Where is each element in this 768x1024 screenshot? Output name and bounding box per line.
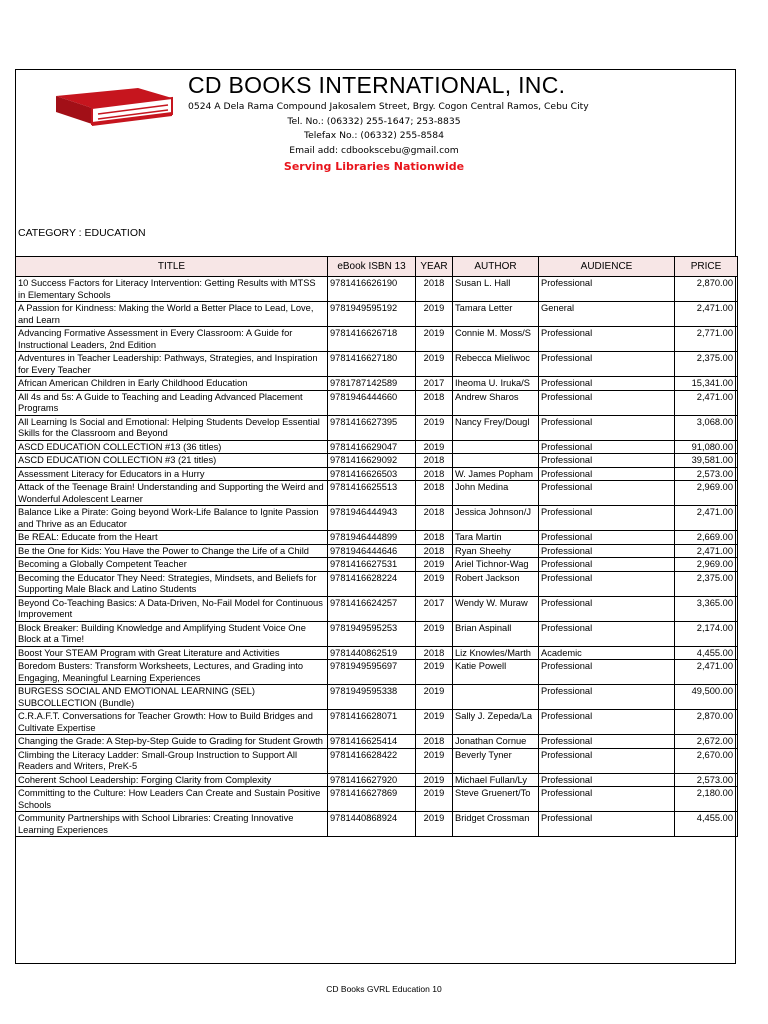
cell-price: 2,471.00 <box>675 544 738 558</box>
cell-title: Attack of the Teenage Brain! Understanding and Supporting the Weird and Wonderful Adolescent Learner <box>16 481 328 506</box>
cell-price: 2,969.00 <box>675 481 738 506</box>
cell-author: Jonathan Cornue <box>453 735 539 749</box>
cell-price: 2,471.00 <box>675 302 738 327</box>
cell-author: Sally J. Zepeda/La <box>453 710 539 735</box>
cell-title: Community Partnerships with School Libraries: Creating Innovative Learning Experiences <box>16 812 328 837</box>
cell-audience: Professional <box>539 710 675 735</box>
cell-price: 4,455.00 <box>675 812 738 837</box>
cell-audience: Academic <box>539 646 675 660</box>
cell-isbn: 9781416626718 <box>328 327 416 352</box>
cell-year: 2019 <box>416 773 453 787</box>
cell-year: 2018 <box>416 277 453 302</box>
table-row <box>16 390 738 415</box>
cell-isbn: 9781416626190 <box>328 277 416 302</box>
telefax-line: Telefax No.: (06332) 255-8584 <box>304 130 444 141</box>
cell-audience: Professional <box>539 377 675 391</box>
cell-audience: Professional <box>539 558 675 572</box>
cell-author: Tara Martin <box>453 531 539 545</box>
cell-author <box>453 454 539 468</box>
cell-author: Robert Jackson <box>453 571 539 596</box>
column-header-price: PRICE <box>675 257 738 277</box>
cell-author: Wendy W. Muraw <box>453 596 539 621</box>
table-row <box>16 454 738 468</box>
cell-isbn: 9781946444646 <box>328 544 416 558</box>
cell-author: Katie Powell <box>453 660 539 685</box>
page-footer: CD Books GVRL Education 10 <box>326 984 442 994</box>
cell-isbn: 9781787142589 <box>328 377 416 391</box>
cell-audience: General <box>539 302 675 327</box>
cell-price: 2,375.00 <box>675 571 738 596</box>
cell-title: Be the One for Kids: You Have the Power to Change the Life of a Child <box>16 544 328 558</box>
cell-price: 2,180.00 <box>675 787 738 812</box>
cell-year: 2019 <box>416 787 453 812</box>
cell-audience: Professional <box>539 748 675 773</box>
cell-price: 2,870.00 <box>675 710 738 735</box>
table-row <box>16 506 738 531</box>
cell-audience: Professional <box>539 415 675 440</box>
cell-audience: Professional <box>539 544 675 558</box>
cell-title: Balance Like a Pirate: Going beyond Work-Life Balance to Ignite Passion and Thrive as an Educator <box>16 506 328 531</box>
cell-audience: Professional <box>539 596 675 621</box>
cell-author: Beverly Tyner <box>453 748 539 773</box>
cell-isbn: 9781416628071 <box>328 710 416 735</box>
cell-isbn: 9781416625414 <box>328 735 416 749</box>
cell-price: 15,341.00 <box>675 377 738 391</box>
cell-author: Iheoma U. Iruka/S <box>453 377 539 391</box>
cell-year: 2018 <box>416 481 453 506</box>
cell-audience: Professional <box>539 454 675 468</box>
cell-year: 2018 <box>416 454 453 468</box>
cell-author: Nancy Frey/Dougl <box>453 415 539 440</box>
cell-author <box>453 440 539 454</box>
cell-title: Boost Your STEAM Program with Great Literature and Activities <box>16 646 328 660</box>
cell-title: Changing the Grade: A Step-by-Step Guide to Grading for Student Growth <box>16 735 328 749</box>
cell-author: Tamara Letter <box>453 302 539 327</box>
table-row <box>16 660 738 685</box>
cell-title: 10 Success Factors for Literacy Intervention: Getting Results with MTSS in Elementary Schools <box>16 277 328 302</box>
cell-author <box>453 685 539 710</box>
cell-title: Block Breaker: Building Knowledge and Amplifying Student Voice One Block at a Time! <box>16 621 328 646</box>
cell-price: 2,471.00 <box>675 660 738 685</box>
cell-isbn: 9781416627395 <box>328 415 416 440</box>
cell-title: Becoming a Globally Competent Teacher <box>16 558 328 572</box>
cell-audience: Professional <box>539 506 675 531</box>
cell-year: 2019 <box>416 685 453 710</box>
cell-author: Ariel Tichnor-Wag <box>453 558 539 572</box>
cell-audience: Professional <box>539 390 675 415</box>
table-row <box>16 352 738 377</box>
table-row <box>16 467 738 481</box>
tagline: Serving Libraries Nationwide <box>283 160 465 173</box>
cell-isbn: 9781416627920 <box>328 773 416 787</box>
table-row <box>16 773 738 787</box>
cell-year: 2019 <box>416 327 453 352</box>
cell-isbn: 9781949595697 <box>328 660 416 685</box>
cell-year: 2018 <box>416 735 453 749</box>
cell-audience: Professional <box>539 735 675 749</box>
cell-title: ASCD EDUCATION COLLECTION #13 (36 titles) <box>16 440 328 454</box>
table-row <box>16 440 738 454</box>
cell-year: 2018 <box>416 390 453 415</box>
cell-year: 2019 <box>416 440 453 454</box>
cell-isbn: 9781946444660 <box>328 390 416 415</box>
table-row <box>16 596 738 621</box>
table-row <box>16 646 738 660</box>
table-row <box>16 377 738 391</box>
cell-audience: Professional <box>539 660 675 685</box>
table-body <box>16 277 738 837</box>
table-row <box>16 277 738 302</box>
cell-title: Beyond Co-Teaching Basics: A Data-Driven, No-Fail Model for Continuous Improvement <box>16 596 328 621</box>
table-row <box>16 481 738 506</box>
book-icon <box>52 78 174 128</box>
cell-isbn: 9781416627869 <box>328 787 416 812</box>
cell-audience: Professional <box>539 685 675 710</box>
cell-price: 2,670.00 <box>675 748 738 773</box>
column-header-isbn: eBook ISBN 13 <box>328 257 416 277</box>
book-table <box>15 256 738 837</box>
cell-author: Connie M. Moss/S <box>453 327 539 352</box>
cell-year: 2019 <box>416 621 453 646</box>
cell-author: Liz Knowles/Marth <box>453 646 539 660</box>
cell-audience: Professional <box>539 352 675 377</box>
cell-title: All 4s and 5s: A Guide to Teaching and Leading Advanced Placement Programs <box>16 390 328 415</box>
table-row <box>16 735 738 749</box>
cell-author: Andrew Sharos <box>453 390 539 415</box>
table-row <box>16 685 738 710</box>
cell-isbn: 9781416629047 <box>328 440 416 454</box>
table-row <box>16 571 738 596</box>
table-row <box>16 748 738 773</box>
tel-line: Tel. No.: (06332) 255-1647; 253-8835 <box>287 115 461 127</box>
cell-author: Brian Aspinall <box>453 621 539 646</box>
cell-year: 2017 <box>416 596 453 621</box>
contact-block <box>188 100 589 175</box>
cell-price: 39,581.00 <box>675 454 738 468</box>
cell-isbn: 9781416629092 <box>328 454 416 468</box>
cell-price: 2,375.00 <box>675 352 738 377</box>
column-header-audience: AUDIENCE <box>539 257 675 277</box>
table-row <box>16 621 738 646</box>
cell-isbn: 9781440868924 <box>328 812 416 837</box>
cell-author: Susan L. Hall <box>453 277 539 302</box>
cell-price: 2,771.00 <box>675 327 738 352</box>
cell-year: 2018 <box>416 467 453 481</box>
cell-audience: Professional <box>539 773 675 787</box>
cell-year: 2018 <box>416 531 453 545</box>
cell-isbn: 9781416628422 <box>328 748 416 773</box>
cell-year: 2019 <box>416 571 453 596</box>
cell-year: 2018 <box>416 544 453 558</box>
cell-isbn: 9781416627531 <box>328 558 416 572</box>
cell-title: Committing to the Culture: How Leaders Can Create and Sustain Positive Schools <box>16 787 328 812</box>
cell-audience: Professional <box>539 571 675 596</box>
cell-year: 2019 <box>416 660 453 685</box>
cell-author: Ryan Sheehy <box>453 544 539 558</box>
cell-isbn: 9781946444943 <box>328 506 416 531</box>
address-line: 0524 A Dela Rama Compound Jakosalem Street, Brgy. Cogon Central Ramos, Cebu City <box>188 101 589 112</box>
table-row <box>16 787 738 812</box>
cell-year: 2019 <box>416 302 453 327</box>
cell-year: 2018 <box>416 506 453 531</box>
cell-year: 2019 <box>416 812 453 837</box>
cell-isbn: 9781416628224 <box>328 571 416 596</box>
cell-title: BURGESS SOCIAL AND EMOTIONAL LEARNING (SEL) SUBCOLLECTION (Bundle) <box>16 685 328 710</box>
cell-title: Boredom Busters: Transform Worksheets, Lectures, and Grading into Engaging, Meaningful Learning Experiences <box>16 660 328 685</box>
cell-title: C.R.A.F.T. Conversations for Teacher Growth: How to Build Bridges and Cultivate Expertise <box>16 710 328 735</box>
cell-title: All Learning Is Social and Emotional: Helping Students Develop Essential Skills for the Classroom and Beyond <box>16 415 328 440</box>
table-row <box>16 710 738 735</box>
cell-year: 2019 <box>416 748 453 773</box>
cell-price: 2,672.00 <box>675 735 738 749</box>
cell-audience: Professional <box>539 440 675 454</box>
cell-audience: Professional <box>539 481 675 506</box>
cell-isbn: 9781949595192 <box>328 302 416 327</box>
cell-audience: Professional <box>539 467 675 481</box>
table-row <box>16 327 738 352</box>
category-label: CATEGORY : EDUCATION <box>18 227 146 239</box>
cell-title: ASCD EDUCATION COLLECTION #3 (21 titles) <box>16 454 328 468</box>
cell-isbn: 9781416624257 <box>328 596 416 621</box>
cell-isbn: 9781440862519 <box>328 646 416 660</box>
cell-price: 2,870.00 <box>675 277 738 302</box>
cell-price: 2,471.00 <box>675 390 738 415</box>
cell-year: 2019 <box>416 558 453 572</box>
cell-year: 2019 <box>416 352 453 377</box>
company-name: CD BOOKS INTERNATIONAL, INC. <box>188 72 566 98</box>
cell-isbn: 9781946444899 <box>328 531 416 545</box>
cell-title: Be REAL: Educate from the Heart <box>16 531 328 545</box>
cell-author: Jessica Johnson/J <box>453 506 539 531</box>
cell-price: 2,969.00 <box>675 558 738 572</box>
cell-isbn: 9781949595338 <box>328 685 416 710</box>
column-header-year: YEAR <box>416 257 453 277</box>
cell-author: John Medina <box>453 481 539 506</box>
cell-isbn: 9781416626503 <box>328 467 416 481</box>
cell-price: 4,455.00 <box>675 646 738 660</box>
cell-author: W. James Popham <box>453 467 539 481</box>
cell-price: 2,471.00 <box>675 506 738 531</box>
cell-title: A Passion for Kindness: Making the World a Better Place to Lead, Love, and Learn <box>16 302 328 327</box>
cell-author: Rebecca Mieliwoc <box>453 352 539 377</box>
column-header-author: AUTHOR <box>453 257 539 277</box>
cell-title: African American Children in Early Childhood Education <box>16 377 328 391</box>
cell-isbn: 9781416627180 <box>328 352 416 377</box>
cell-year: 2017 <box>416 377 453 391</box>
cell-title: Climbing the Literacy Ladder: Small-Group Instruction to Support All Readers and Writers, PreK-5 <box>16 748 328 773</box>
cell-price: 91,080.00 <box>675 440 738 454</box>
cell-price: 2,573.00 <box>675 773 738 787</box>
cell-audience: Professional <box>539 621 675 646</box>
cell-price: 2,573.00 <box>675 467 738 481</box>
table-row <box>16 544 738 558</box>
cell-isbn: 9781949595253 <box>328 621 416 646</box>
cell-price: 49,500.00 <box>675 685 738 710</box>
cell-audience: Professional <box>539 812 675 837</box>
cell-title: Assessment Literacy for Educators in a Hurry <box>16 467 328 481</box>
cell-price: 2,669.00 <box>675 531 738 545</box>
column-header-title: TITLE <box>16 257 328 277</box>
cell-year: 2019 <box>416 415 453 440</box>
cell-audience: Professional <box>539 277 675 302</box>
cell-author: Steve Gruenert/To <box>453 787 539 812</box>
cell-price: 2,174.00 <box>675 621 738 646</box>
cell-title: Adventures in Teacher Leadership: Pathways, Strategies, and Inspiration for Every Teacher <box>16 352 328 377</box>
cell-year: 2018 <box>416 646 453 660</box>
email-line: Email add: cdbookscebu@gmail.com <box>289 144 459 156</box>
cell-price: 3,068.00 <box>675 415 738 440</box>
cell-title: Becoming the Educator They Need: Strategies, Mindsets, and Beliefs for Supporting Male Black and Latino Students <box>16 571 328 596</box>
table-row <box>16 415 738 440</box>
table-row <box>16 812 738 837</box>
cell-title: Advancing Formative Assessment in Every Classroom: A Guide for Instructional Leaders, 2nd Edition <box>16 327 328 352</box>
cell-isbn: 9781416625513 <box>328 481 416 506</box>
cell-audience: Professional <box>539 787 675 812</box>
cell-price: 3,365.00 <box>675 596 738 621</box>
cell-year: 2019 <box>416 710 453 735</box>
table-row <box>16 531 738 545</box>
table-row <box>16 302 738 327</box>
cell-audience: Professional <box>539 327 675 352</box>
cell-author: Michael Fullan/Ly <box>453 773 539 787</box>
cell-author: Bridget Crossman <box>453 812 539 837</box>
table-row <box>16 558 738 572</box>
cell-title: Coherent School Leadership: Forging Clarity from Complexity <box>16 773 328 787</box>
cell-audience: Professional <box>539 531 675 545</box>
table-header-row <box>16 257 738 277</box>
